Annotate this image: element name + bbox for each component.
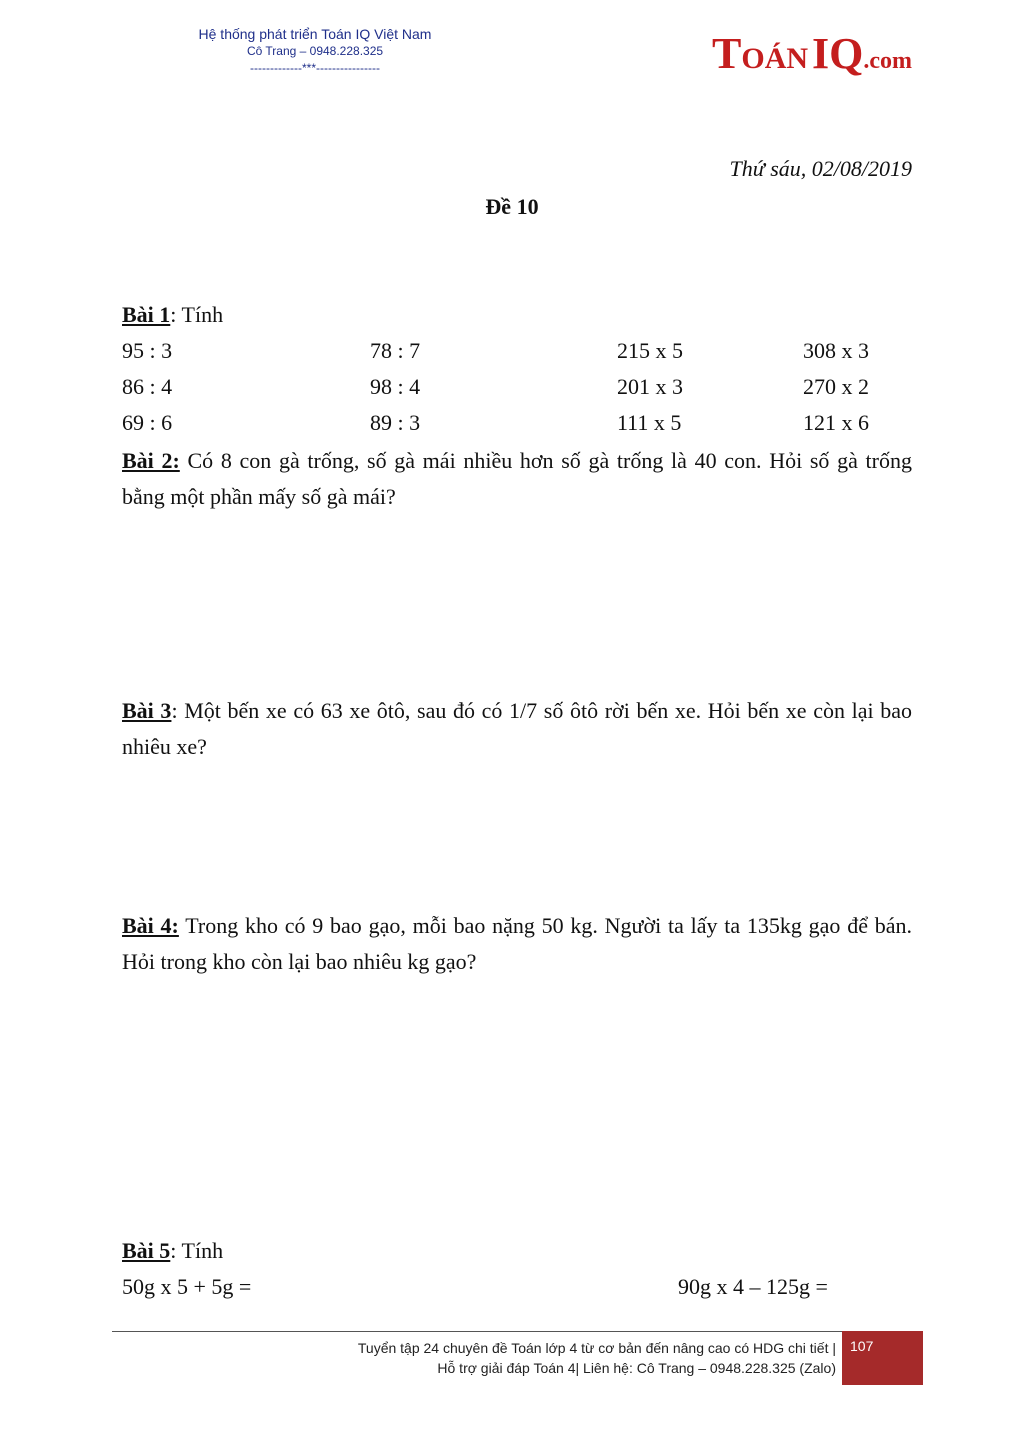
bai2-text: Có 8 con gà trống, số gà mái nhiều hơn số gà trống là 40 con. Hỏi số gà trống bằng một phần mấy số gà mái? (122, 448, 912, 509)
bai1-r2-c2: 98 : 4 (370, 374, 421, 399)
header-contact: Cô Trang – 0948.228.325 (246, 44, 384, 58)
bai1-r1-c4: 308 x 3 (803, 338, 869, 363)
bai1-r1-c1: 95 : 3 (122, 338, 173, 363)
bai2-paragraph (122, 443, 912, 515)
bai1-r3-c1: 69 : 6 (122, 410, 173, 435)
header-organization (150, 26, 480, 77)
footer-divider (112, 1331, 842, 1332)
bai3-paragraph (122, 693, 912, 765)
bai4-label: Bài 4: (122, 913, 179, 938)
footer-line1: Tuyển tập 24 chuyên đề Toán lớp 4 từ cơ bản đến nâng cao có HDG chi tiết | (357, 1340, 836, 1356)
bai4-text: Trong kho có 9 bao gạo, mỗi bao nặng 50 kg. Người ta lấy ta 135kg gạo để bán. Hỏi trong kho còn lại bao nhiêu kg gạo? (122, 913, 912, 974)
header-divider: -------------***---------------- (250, 61, 380, 75)
page-number: 107 (850, 1338, 874, 1354)
bai1-heading (122, 302, 223, 328)
bai3-text: : Một bến xe có 63 xe ôtô, sau đó có 1/7 số ôtô rời bến xe. Hỏi bến xe còn lại bao nhiêu xe? (122, 698, 912, 759)
bai5-heading (122, 1238, 223, 1264)
bai5-text: : Tính (170, 1238, 224, 1263)
footer-text (358, 1338, 836, 1378)
exam-title: Đề 10 (485, 194, 539, 219)
bai5-label: Bài 5 (122, 1238, 171, 1263)
footer-line2: Hỗ trợ giải đáp Toán 4| Liên hệ: Cô Trang – 0948.228.325 (Zalo) (437, 1360, 836, 1376)
bai1-r3-c3: 111 x 5 (617, 410, 682, 435)
bai1-label: Bài 1 (122, 302, 171, 327)
header-org-name: Hệ thống phát triển Toán IQ Việt Nam (198, 26, 432, 42)
bai1-r2-c1: 86 : 4 (122, 374, 173, 399)
bai5-expression-right: 90g x 4 – 125g = (678, 1274, 828, 1299)
document-date: Thứ sáu, 02/08/2019 (729, 156, 912, 181)
bai1-r3-c4: 121 x 6 (803, 410, 869, 435)
bai1-r2-c3: 201 x 3 (617, 374, 683, 399)
toaniq-logo: TOÁN IQ.com (712, 29, 913, 78)
bai1-r1-c2: 78 : 7 (370, 338, 421, 363)
bai1-text: : Tính (170, 302, 224, 327)
bai1-r2-c4: 270 x 2 (803, 374, 869, 399)
bai3-label: Bài 3 (122, 698, 172, 723)
bai1-r1-c3: 215 x 5 (617, 338, 683, 363)
bai2-label: Bài 2: (122, 448, 180, 473)
bai4-paragraph (122, 908, 912, 980)
bai5-expression-left: 50g x 5 + 5g = (122, 1274, 252, 1299)
bai1-r3-c2: 89 : 3 (370, 410, 421, 435)
